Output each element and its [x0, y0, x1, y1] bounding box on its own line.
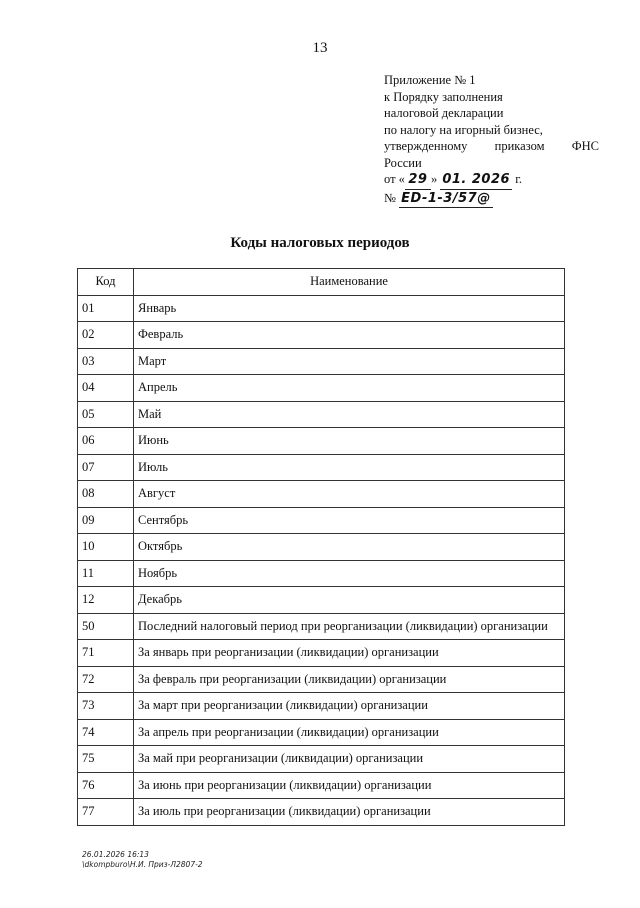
row-code: 06	[78, 428, 134, 455]
table-row	[78, 534, 565, 561]
table-row	[78, 613, 565, 640]
date-separator: »	[430, 172, 438, 186]
table-row	[78, 507, 565, 534]
table-row	[78, 587, 565, 614]
table-header-row	[78, 269, 565, 296]
appendix-line-2: к Порядку заполнения	[384, 89, 503, 104]
row-code: 01	[78, 295, 134, 322]
handwritten-day: 29	[405, 172, 431, 190]
table-row	[78, 481, 565, 508]
row-name: Июнь	[134, 428, 565, 455]
appendix-approved-word: утвержденному	[384, 139, 468, 153]
row-code: 07	[78, 454, 134, 481]
row-code: 11	[78, 560, 134, 587]
table-row	[78, 428, 565, 455]
header-code: Код	[78, 269, 134, 296]
row-code: 02	[78, 322, 134, 349]
row-code: 09	[78, 507, 134, 534]
footer-file-path: \dkompburo\Н.И. Приз-Л2807-2	[82, 860, 203, 869]
row-code: 73	[78, 693, 134, 720]
row-code: 05	[78, 401, 134, 428]
row-code: 75	[78, 746, 134, 773]
table-row	[78, 560, 565, 587]
row-code: 08	[78, 481, 134, 508]
row-name: За февраль при реорганизации (ликвидации) организации	[134, 666, 565, 693]
row-name: За январь при реорганизации (ликвидации) организации	[134, 640, 565, 667]
table-row	[78, 295, 565, 322]
row-name: Сентябрь	[134, 507, 565, 534]
row-name: За март при реорганизации (ликвидации) организации	[134, 693, 565, 720]
row-name: Март	[134, 348, 565, 375]
appendix-order-word: приказом	[494, 139, 545, 153]
appendix-line-5	[384, 138, 599, 155]
row-name: За июнь при реорганизации (ликвидации) организации	[134, 772, 565, 799]
appendix-line-6: России	[384, 155, 422, 170]
appendix-line-1: Приложение № 1	[384, 73, 476, 87]
footer-timestamp: 26.01.2026 16:13	[82, 850, 149, 859]
row-name: За июль при реорганизации (ликвидации) организации	[134, 799, 565, 826]
row-name: Январь	[134, 295, 565, 322]
table-row	[78, 401, 565, 428]
row-code: 10	[78, 534, 134, 561]
table-row	[78, 746, 565, 773]
footer-stamp	[82, 850, 203, 870]
row-name: Декабрь	[134, 587, 565, 614]
row-name: Ноябрь	[134, 560, 565, 587]
table-row	[78, 375, 565, 402]
header-name: Наименование	[134, 269, 565, 296]
row-code: 03	[78, 348, 134, 375]
row-name: Апрель	[134, 375, 565, 402]
table-row	[78, 799, 565, 826]
row-code: 50	[78, 613, 134, 640]
document-title: Коды налоговых периодов	[230, 235, 410, 251]
row-code: 72	[78, 666, 134, 693]
appendix-date-line	[384, 171, 599, 190]
tax-period-codes-table	[77, 268, 565, 826]
table-row	[78, 454, 565, 481]
row-name: Октябрь	[134, 534, 565, 561]
row-name: Последний налоговый период при реорганизации (ликвидации) организации	[134, 613, 565, 640]
date-prefix: от «	[384, 172, 405, 186]
row-name: Июль	[134, 454, 565, 481]
table-row	[78, 693, 565, 720]
page-number: 13	[312, 40, 328, 56]
row-code: 71	[78, 640, 134, 667]
row-name: Май	[134, 401, 565, 428]
handwritten-month-year: 01. 2026	[440, 172, 512, 190]
table-row	[78, 348, 565, 375]
row-name: Февраль	[134, 322, 565, 349]
row-name: За апрель при реорганизации (ликвидации) организации	[134, 719, 565, 746]
row-code: 12	[78, 587, 134, 614]
number-prefix: №	[384, 190, 396, 205]
table-row	[78, 772, 565, 799]
row-name: Август	[134, 481, 565, 508]
appendix-line-4: по налогу на игорный бизнес,	[384, 122, 543, 137]
date-suffix: г.	[515, 172, 523, 186]
appendix-fns-word: ФНС	[571, 139, 599, 153]
handwritten-order-number: ED-1-3/57@	[399, 191, 493, 209]
table-row	[78, 719, 565, 746]
row-code: 74	[78, 719, 134, 746]
row-name: За май при реорганизации (ликвидации) организации	[134, 746, 565, 773]
table-row	[78, 322, 565, 349]
appendix-line-3: налоговой декларации	[384, 106, 504, 120]
appendix-number-line	[384, 190, 599, 209]
row-code: 04	[78, 375, 134, 402]
row-code: 76	[78, 772, 134, 799]
table-row	[78, 666, 565, 693]
row-code: 77	[78, 799, 134, 826]
appendix-block	[384, 72, 599, 208]
table-row	[78, 640, 565, 667]
